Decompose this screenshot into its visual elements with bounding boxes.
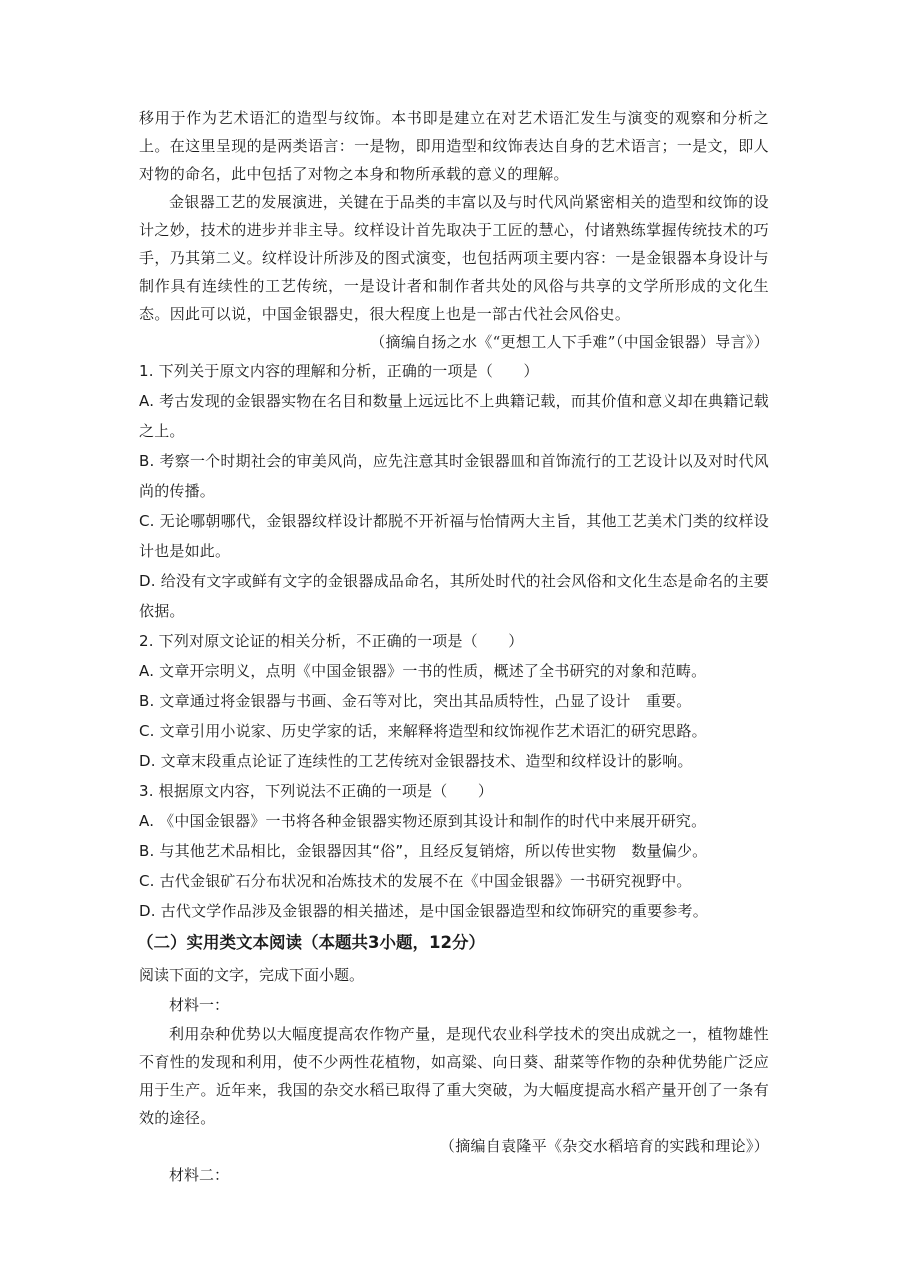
question-2-option-d: D. 文章末段重点论证了连续性的工艺传统对金银器技术、造型和纹样设计的影响。 [139,752,693,770]
material-1-label: 材料一： [169,996,230,1014]
question-1-option-a: A. 考古发现的金银器实物在名目和数量上远远比不上典籍记载，而其价值和意义却在典籍记载之上。 [139,392,769,440]
question-3-option-b: B. 与其他艺术品相比，金银器因其“俗”，且经反复销熔，所以传世实物 数量偏少。 [139,842,708,860]
question-3-option-d: D. 古代文学作品涉及金银器的相关描述，是中国金银器造型和纹饰研究的重要参考。 [139,902,708,920]
question-2-option-c: C. 文章引用小说家、历史学家的话，来解释将造型和纹饰视作艺术语汇的研究思路。 [139,722,707,740]
question-1 [139,356,769,626]
section-2-instruction: 阅读下面的文字，完成下面小题。 [139,966,365,984]
passage1-paragraph-2: 金银器工艺的发展演进，关键在于品类的丰富以及与时代风尚紧密相关的造型和纹饰的设计之妙，技术的进步并非主导。纹样设计首先取决于工匠的慧心，付诸熟练掌握传统技术的巧手，乃其第二义。纹样设计所涉及的图式演变，也包括两项主要内容：一是金银器本身设计与制作具有连续性的工艺传统，一是设计者和制作者共处的风俗与共享的文学所形成的文化生态。因此可以说，中国金银器史，很大程度上也是一部古代社会风俗史。 [139,193,769,323]
material-1-text: 利用杂种优势以大幅度提高农作物产量，是现代农业科学技术的突出成就之一，植物雄性不育性的发现和利用，使不少两性花植物，如高粱、向日葵、甜菜等作物的杂种优势能广泛应用于生产。近年来，我国的杂交水稻已取得了重大突破，为大幅度提高水稻产量开创了一条有效的途径。 [139,1025,769,1127]
section-2-heading: （二）实用类文本阅读（本题共3小题，12分） [137,933,485,952]
question-1-stem: 1. 下列关于原文内容的理解和分析，正确的一项是（ ） [139,362,539,380]
question-2-stem: 2. 下列对原文论证的相关分析，不正确的一项是（ ） [139,632,524,650]
question-3-option-c: C. 古代金银矿石分布状况和冶炼技术的发展不在《中国金银器》一书研究视野中。 [139,872,692,890]
question-1-option-c: C. 无论哪朝哪代，金银器纹样设计都脱不开祈福与怡情两大主旨，其他工艺美术门类的纹样设计也是如此。 [139,512,769,560]
question-2 [139,626,769,776]
question-3 [139,776,769,926]
passage1-paragraph-1: 移用于作为艺术语汇的造型与纹饰。本书即是建立在对艺术语汇发生与演变的观察和分析之上。在这里呈现的是两类语言：一是物，即用造型和纹饰表达自身的艺术语言；一是文，即人对物的命名，此中包括了对物之本身和物所承载的意义的理解。 [139,109,769,183]
document-page [139,104,769,1190]
question-1-option-d: D. 给没有文字或鲜有文字的金银器成品命名，其所处时代的社会风俗和文化生态是命名的主要依据。 [139,572,769,620]
material-2-label: 材料二： [169,1166,230,1184]
question-2-option-b: B. 文章通过将金银器与书画、金石等对比，突出其品质特性，凸显了设计 重要。 [139,692,692,710]
question-2-option-a: A. 文章开宗明义，点明《中国金银器》一书的性质，概述了全书研究的对象和范畴。 [139,662,707,680]
passage1-source: （摘编自扬之水《“更想工人下手难”（中国金银器）导言》） [370,333,769,351]
question-3-option-a: A. 《中国金银器》一书将各种金银器实物还原到其设计和制作的时代中来展开研究。 [139,812,707,830]
question-3-stem: 3. 根据原文内容，下列说法不正确的一项是（ ） [139,782,494,800]
question-1-option-b: B. 考察一个时期社会的审美风尚，应先注意其时金银器皿和首饰流行的工艺设计以及对时代风尚的传播。 [139,452,769,500]
material-1-source: （摘编自袁隆平《杂交水稻培育的实践和理论》） [439,1137,769,1155]
